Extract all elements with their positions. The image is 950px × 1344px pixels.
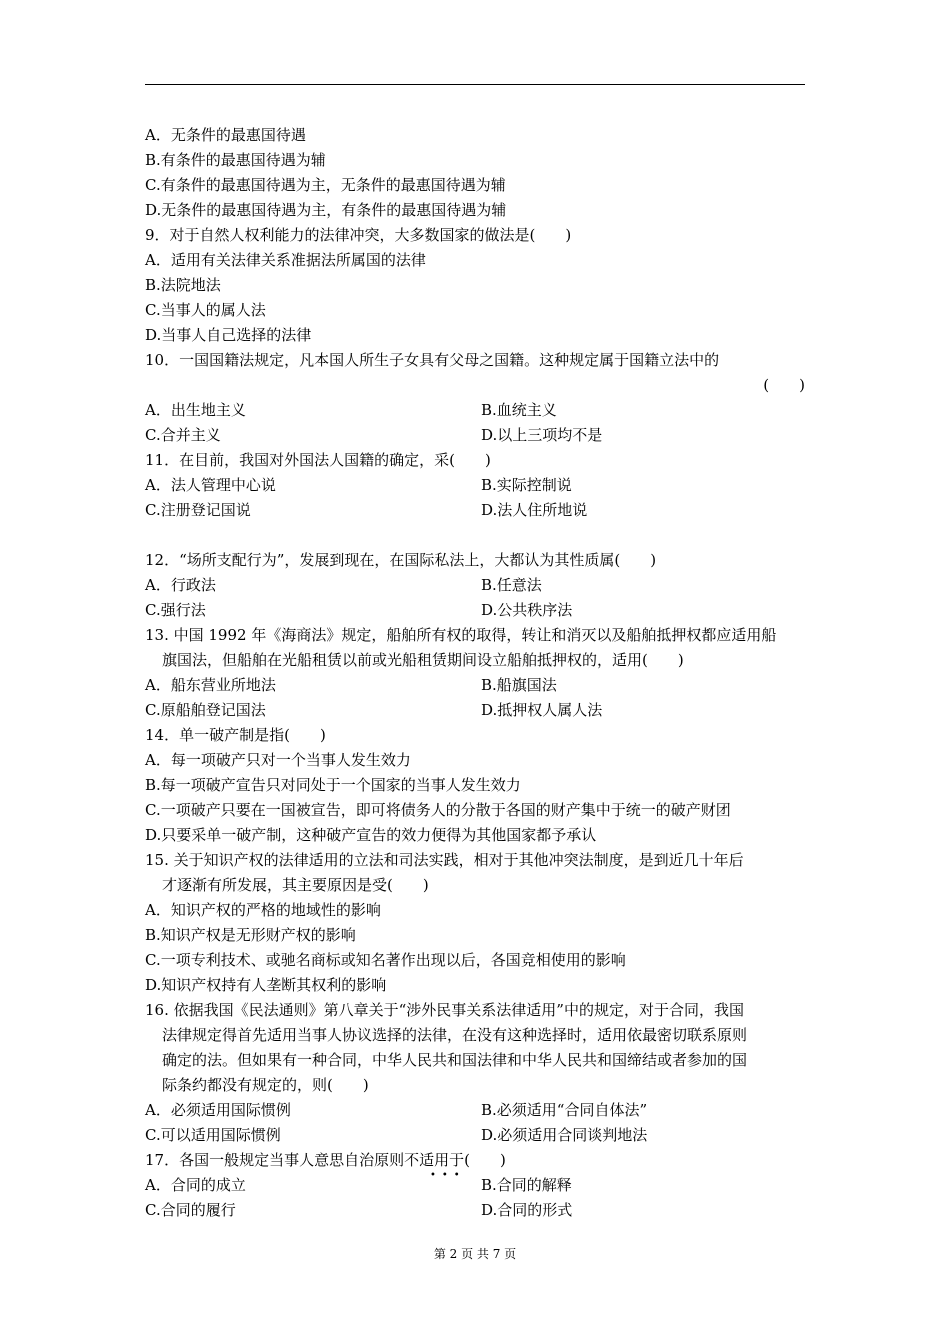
option-b: B.船旗国法 — [481, 676, 557, 694]
option-b: B.知识产权是无形财产权的影响 — [145, 926, 356, 944]
question-12: 12．“场所支配行为”，发展到现在，在国际私法上，大都认为其性质属( ) — [145, 551, 657, 569]
option-b: B.合同的解释 — [481, 1176, 572, 1194]
emphasis-dots: ••• — [430, 1170, 466, 1181]
question-11: 11．在目前，我国对外国法人国籍的确定，采( ) — [145, 451, 491, 469]
option-b: B.有条件的最惠国待遇为辅 — [145, 151, 326, 169]
option-c: C.合并主义 — [145, 426, 221, 444]
option-c: C.有条件的最惠国待遇为主，无条件的最惠国待遇为辅 — [145, 176, 506, 194]
option-a: A．无条件的最惠国待遇 — [145, 126, 306, 144]
option-a: A．合同的成立 — [145, 1176, 246, 1194]
question-13: 13. 中国 1992 年《海商法》规定，船舶所有权的取得，转让和消灭以及船舶抵押权都应适用船 — [145, 626, 777, 644]
option-row — [145, 473, 807, 498]
option-row — [145, 698, 807, 723]
option-d: D.法人住所地说 — [481, 501, 588, 519]
option-b: B.血统主义 — [481, 401, 557, 419]
option-b: B.法院地法 — [145, 276, 221, 294]
question-13-cont: 旗国法，但船舶在光船租赁以前或光船租赁期间设立船舶抵押权的，适用( ) — [162, 651, 684, 669]
question-16-cont: 法律规定得首先适用当事人协议选择的法律，在没有这种选择时，适用依最密切联系原则 — [162, 1026, 748, 1044]
option-row — [145, 1123, 807, 1148]
option-row — [145, 1173, 807, 1198]
question-14: 14．单一破产制是指( ) — [145, 726, 326, 744]
option-c: C.一项破产只要在一国被宣告，即可将债务人的分散于各国的财产集中于统一的破产财团 — [145, 801, 731, 819]
option-row — [145, 1198, 807, 1223]
option-c: C.合同的履行 — [145, 1201, 236, 1219]
option-b: B.实际控制说 — [481, 476, 572, 494]
option-c: C.一项专利技术、或驰名商标或知名著作出现以后，各国竞相使用的影响 — [145, 951, 626, 969]
option-c: C.当事人的属人法 — [145, 301, 266, 319]
option-c: C.强行法 — [145, 601, 206, 619]
option-row — [145, 423, 807, 448]
option-d: D.抵押权人属人法 — [481, 701, 603, 719]
option-d: D.公共秩序法 — [481, 601, 573, 619]
page-footer: 第 2 页 共 7 页 — [433, 1247, 517, 1261]
option-a: A．适用有关法律关系准据法所属国的法律 — [145, 251, 426, 269]
question-16-cont: 确定的法。但如果有一种合同，中华人民共和国法律和中华人民共和国缔结或者参加的国 — [162, 1051, 748, 1069]
option-row — [145, 598, 807, 623]
option-c: C.注册登记国说 — [145, 501, 251, 519]
option-d: D.以上三项均不是 — [481, 426, 603, 444]
option-a: A．出生地主义 — [145, 401, 246, 419]
option-b: B.每一项破产宣告只对同处于一个国家的当事人发生效力 — [145, 776, 521, 794]
question-16-cont: 际条约都没有规定的，则( ) — [162, 1076, 369, 1094]
option-row — [145, 673, 807, 698]
question-10: 10．一国国籍法规定，凡本国人所生子女具有父母之国籍。这种规定属于国籍立法中的 — [145, 351, 720, 369]
option-d: D.无条件的最惠国待遇为主，有条件的最惠国待遇为辅 — [145, 201, 507, 219]
option-a: A．必须适用国际惯例 — [145, 1101, 291, 1119]
question-9: 9．对于自然人权利能力的法律冲突，大多数国家的做法是( ) — [145, 226, 572, 244]
option-c: C.原船舶登记国法 — [145, 701, 266, 719]
question-15-cont: 才逐渐有所发展，其主要原因是受( ) — [162, 876, 429, 894]
option-d: D.知识产权持有人垄断其权利的影响 — [145, 976, 387, 994]
spacer — [145, 523, 807, 548]
option-a: A．每一项破产只对一个当事人发生效力 — [145, 751, 411, 769]
option-d: D.合同的形式 — [481, 1201, 573, 1219]
option-a: A．法人管理中心说 — [145, 476, 276, 494]
question-15: 15. 关于知识产权的法律适用的立法和司法实践，相对于其他冲突法制度，是到近几十年后 — [145, 851, 744, 869]
option-b: B.必须适用“合同自体法” — [481, 1101, 648, 1119]
question-list — [145, 123, 807, 1223]
option-d: D.必须适用合同谈判地法 — [481, 1126, 648, 1144]
option-d: D.当事人自己选择的法律 — [145, 326, 312, 344]
option-row — [145, 398, 807, 423]
header-rule — [145, 84, 805, 85]
option-d: D.只要采单一破产制，这种破产宣告的效力便得为其他国家都予承认 — [145, 826, 597, 844]
option-row — [145, 1098, 807, 1123]
question-17-text: 17．各国一般规定当事人意思自治原则不适用于( ) — [145, 1151, 506, 1169]
question-17 — [145, 1148, 807, 1181]
option-c: C.可以适用国际惯例 — [145, 1126, 281, 1144]
question-16: 16. 依据我国《民法通则》第八章关于“涉外民事关系法律适用”中的规定，对于合同，我国 — [145, 1001, 744, 1019]
option-a: A．船东营业所地法 — [145, 676, 276, 694]
option-a: A．行政法 — [145, 576, 216, 594]
option-b: B.任意法 — [481, 576, 542, 594]
option-row — [145, 573, 807, 598]
option-a: A．知识产权的严格的地域性的影响 — [145, 901, 381, 919]
answer-parens: ( ) — [763, 376, 805, 394]
option-row — [145, 498, 807, 523]
